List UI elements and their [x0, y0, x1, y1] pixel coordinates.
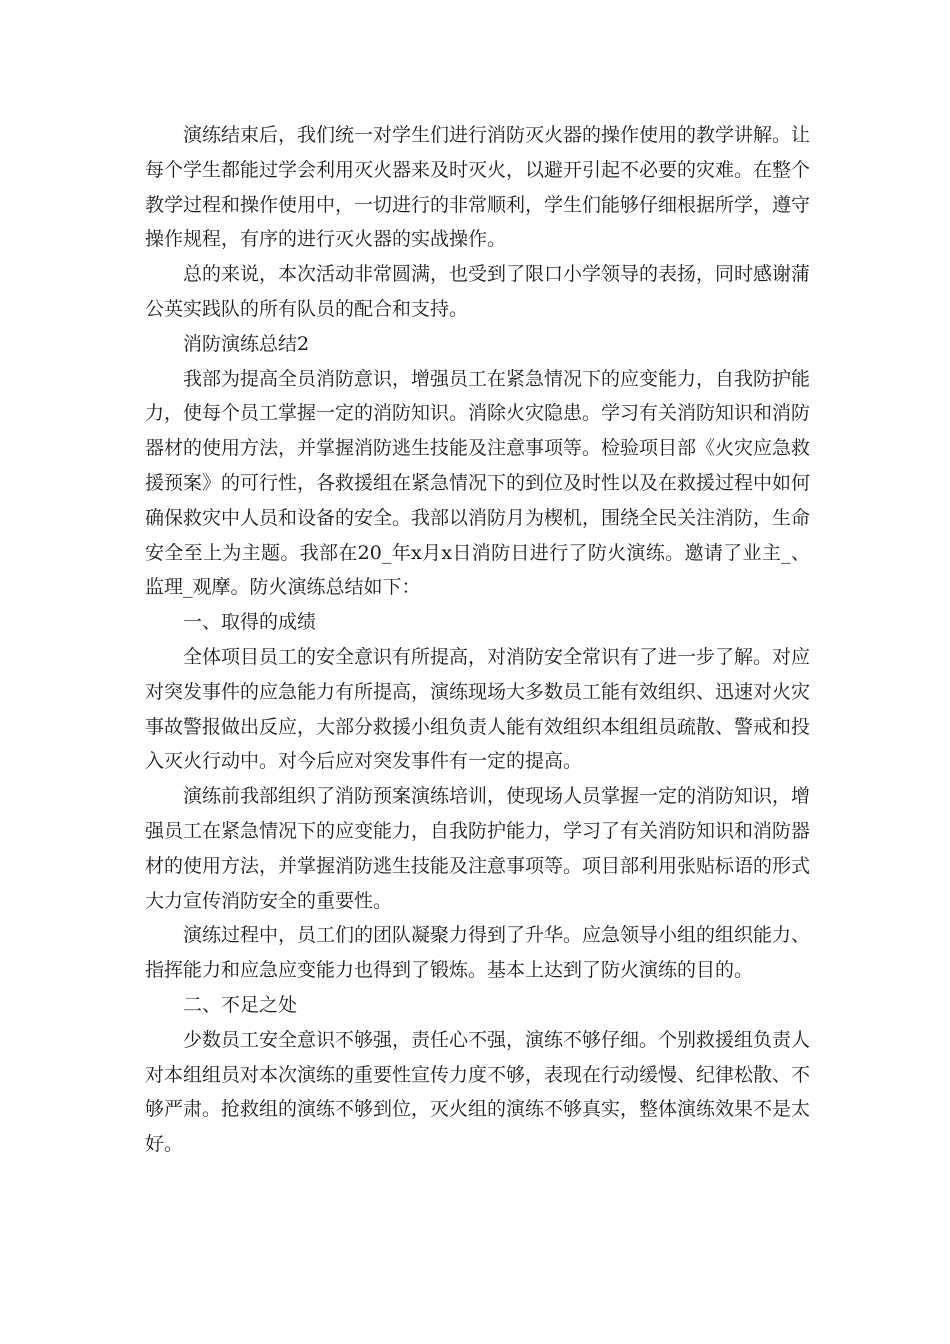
document-body	[145, 118, 810, 1162]
section-title-summary-2: 消防演练总结2	[183, 332, 310, 355]
paragraph-shortcomings: 少数员工安全意识不够强，责任心不强，演练不够仔细。个别救援组负责人对本组组员对本次演练的重要性宣传力度不够，表现在行动缓慢、纪律松散、不够严肃。抢救组的演练不够到位，灭火组的演练不够真实，整体演练效果不是太好。	[145, 1028, 811, 1156]
paragraph-drill-teaching: 演练结束后，我们统一对学生们进行消防灭火器的操作使用的教学讲解。让每个学生都能过学会利用灭火器来及时灭火，以避开引起不必要的灾难。在整个教学过程和操作使用中，一切进行的非常顺利，学生们能够仔细根据所学，遵守操作规程，有序的进行灭火器的实战操作。	[145, 124, 811, 251]
paragraph-training: 演练前我部组织了消防预案演练培训，使现场人员掌握一定的消防知识，增强员工在紧急情况下的应变能力，自我防护能力，学习了有关消防知识和消防器材的使用方法，并掌握消防逃生技能及注意事项等。项目部利用张贴标语的形式大力宣传消防安全的重要性。	[145, 785, 811, 912]
section-heading-shortcomings: 二、不足之处	[183, 993, 298, 1016]
paragraph-team-cohesion: 演练过程中，员工们的团队凝聚力得到了升华。应急领导小组的组织能力、指挥能力和应急应变能力也得到了锻炼。基本上达到了防火演练的目的。	[145, 924, 811, 982]
paragraph-summary-thanks: 总的来说，本次活动非常圆满，也受到了限口小学领导的表扬，同时感谢蒲公英实践队的所有队员的配合和支持。	[145, 263, 811, 320]
section-heading-achievements: 一、取得的成绩	[183, 611, 317, 634]
paragraph-safety-awareness: 全体项目员工的安全意识有所提高，对消防安全常识有了进一步了解。对应对突发事件的应急能力有所提高，演练现场大多数员工能有效组织、迅速对火灾事故警报做出反应，大部分救援小组负责人能有效组织本组组员疏散、警戒和投入灭火行动中。对今后应对突发事件有一定的提高。	[145, 645, 811, 773]
paragraph-drill-purpose: 我部为提高全员消防意识，增强员工在紧急情况下的应变能力，自我防护能力，使每个员工掌握一定的消防知识。消除火灾隐患。学习有关消防知识和消防器材的使用方法，并掌握消防逃生技能及注意事项等。检验项目部《火灾应急救援预案》的可行性，各救援组在紧急情况下的到位及时性以及在救援过程中如何确保救灾中人员和设备的安全。我部以消防月为楔机，围绕全民关注消防，生命安全至上为主题。我部在20_年x月x日消防日进行了防火演练。邀请了业主_、监理_观摩。防火演练总结如下：	[145, 367, 811, 599]
